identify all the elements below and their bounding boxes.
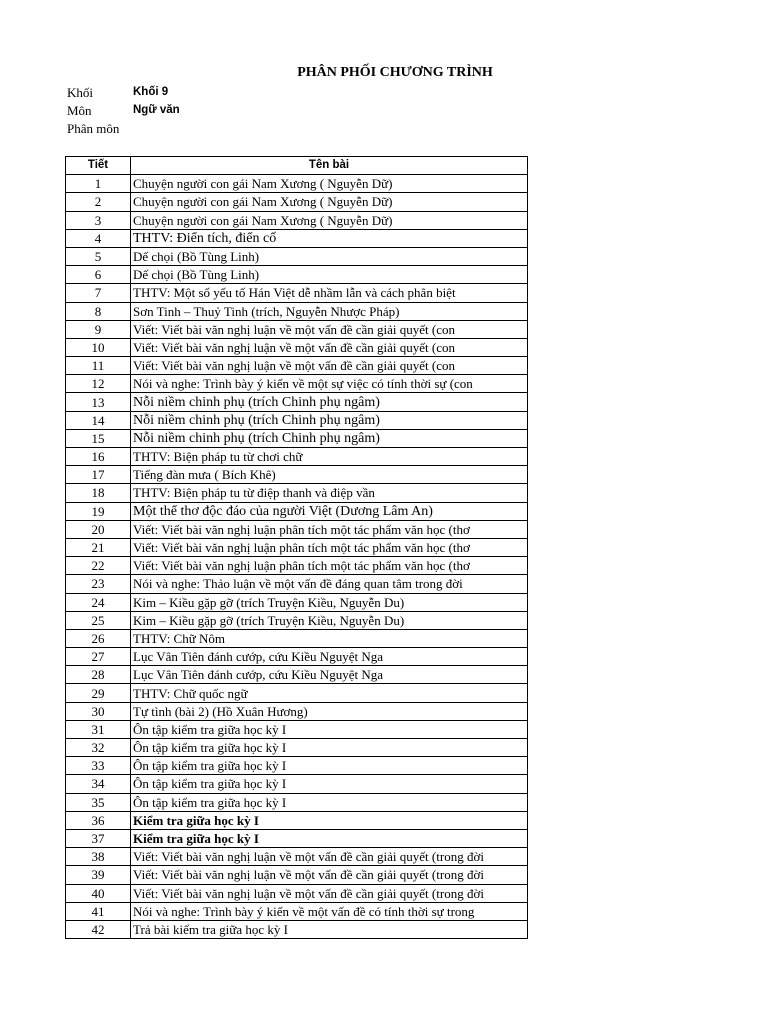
lesson-number: 40 [66, 884, 131, 902]
table-row [66, 684, 528, 702]
lesson-title: THTV: Điển tích, điển cố [131, 229, 528, 247]
lesson-title: Nỗi niềm chinh phụ (trích Chinh phụ ngâm) [131, 429, 528, 447]
table-row [66, 811, 528, 829]
table-body [66, 175, 528, 939]
table-row [66, 775, 528, 793]
lesson-title: THTV: Biện pháp tu từ chơi chữ [131, 448, 528, 466]
table-row [66, 611, 528, 629]
lesson-title: Ôn tập kiểm tra giữa học kỳ I [131, 739, 528, 757]
table-row [66, 393, 528, 411]
lesson-number: 36 [66, 811, 131, 829]
table-row [66, 720, 528, 738]
lesson-number: 20 [66, 520, 131, 538]
lesson-table [65, 156, 528, 939]
table-row [66, 538, 528, 556]
lesson-title: Kim – Kiều gặp gỡ (trích Truyện Kiều, Nguyễn Du) [131, 611, 528, 629]
table-row [66, 211, 528, 229]
page-title: PHÂN PHỐI CHƯƠNG TRÌNH [297, 65, 493, 80]
lesson-number: 17 [66, 466, 131, 484]
meta-phan-mon-label: Phân môn [67, 121, 120, 136]
table-row [66, 520, 528, 538]
table-row [66, 266, 528, 284]
lesson-number: 6 [66, 266, 131, 284]
lesson-number: 3 [66, 211, 131, 229]
meta-mon-value: Ngữ văn [133, 104, 180, 116]
lesson-number: 42 [66, 920, 131, 938]
table-row [66, 448, 528, 466]
lesson-number: 22 [66, 557, 131, 575]
lesson-number: 24 [66, 593, 131, 611]
table-row [66, 666, 528, 684]
table-row [66, 320, 528, 338]
table-row [66, 338, 528, 356]
header-tiet: Tiết [66, 157, 131, 175]
table-row [66, 411, 528, 429]
lesson-number: 32 [66, 739, 131, 757]
table-row [66, 575, 528, 593]
lesson-title: Nỗi niềm chinh phụ (trích Chinh phụ ngâm) [131, 411, 528, 429]
lesson-title: Trả bài kiểm tra giữa học kỳ I [131, 920, 528, 938]
lesson-number: 30 [66, 702, 131, 720]
lesson-number: 25 [66, 611, 131, 629]
lesson-title: Kiểm tra giữa học kỳ I [131, 829, 528, 847]
table-row [66, 357, 528, 375]
lesson-number: 1 [66, 175, 131, 193]
lesson-number: 31 [66, 720, 131, 738]
lesson-number: 4 [66, 229, 131, 247]
lesson-number: 14 [66, 411, 131, 429]
table-row [66, 793, 528, 811]
table-row [66, 648, 528, 666]
lesson-title: THTV: Một số yếu tố Hán Việt dễ nhầm lẫn và cách phân biệt [131, 284, 528, 302]
lesson-title: Một thể thơ độc đáo của người Việt (Dương Lâm An) [131, 502, 528, 520]
table-row [66, 429, 528, 447]
lesson-number: 16 [66, 448, 131, 466]
table-row [66, 466, 528, 484]
lesson-title: Lục Vân Tiên đánh cướp, cứu Kiều Nguyệt Nga [131, 648, 528, 666]
meta-khoi-label: Khối [67, 85, 93, 100]
lesson-title: Tự tình (bài 2) (Hồ Xuân Hương) [131, 702, 528, 720]
lesson-number: 38 [66, 848, 131, 866]
lesson-title: Chuyện người con gái Nam Xương ( Nguyễn Dữ) [131, 211, 528, 229]
lesson-number: 35 [66, 793, 131, 811]
lesson-title: Dế chọi (Bồ Tùng Linh) [131, 266, 528, 284]
table-row [66, 629, 528, 647]
lesson-title: Nỗi niềm chinh phụ (trích Chinh phụ ngâm) [131, 393, 528, 411]
lesson-number: 26 [66, 629, 131, 647]
lesson-title: Viết: Viết bài văn nghị luận phân tích một tác phẩm văn học (thơ [131, 538, 528, 556]
table-row [66, 884, 528, 902]
lesson-number: 7 [66, 284, 131, 302]
table-row [66, 739, 528, 757]
table-row [66, 829, 528, 847]
lesson-title: Viết: Viết bài văn nghị luận về một vấn đề cần giải quyết (trong đời [131, 848, 528, 866]
lesson-title: Chuyện người con gái Nam Xương ( Nguyễn Dữ) [131, 193, 528, 211]
lesson-title: Viết: Viết bài văn nghị luận về một vấn đề cần giải quyết (trong đời [131, 866, 528, 884]
table-row [66, 920, 528, 938]
table-row [66, 866, 528, 884]
lesson-number: 19 [66, 502, 131, 520]
lesson-number: 13 [66, 393, 131, 411]
table-row [66, 375, 528, 393]
lesson-title: Kim – Kiều gặp gỡ (trích Truyện Kiều, Nguyễn Du) [131, 593, 528, 611]
lesson-number: 29 [66, 684, 131, 702]
lesson-number: 28 [66, 666, 131, 684]
lesson-title: THTV: Chữ quốc ngữ [131, 684, 528, 702]
lesson-number: 41 [66, 902, 131, 920]
lesson-number: 8 [66, 302, 131, 320]
lesson-number: 15 [66, 429, 131, 447]
lesson-title: Sơn Tinh – Thuỷ Tinh (trích, Nguyễn Nhược Pháp) [131, 302, 528, 320]
table-row [66, 702, 528, 720]
lesson-title: Tiếng đàn mưa ( Bích Khê) [131, 466, 528, 484]
meta-khoi-value: Khối 9 [133, 86, 169, 98]
lesson-title: Nói và nghe: Thảo luận về một vấn đề đáng quan tâm trong đời [131, 575, 528, 593]
lesson-title: Viết: Viết bài văn nghị luận về một vấn đề cần giải quyết (con [131, 320, 528, 338]
lesson-number: 23 [66, 575, 131, 593]
table-row [66, 302, 528, 320]
lesson-number: 18 [66, 484, 131, 502]
lesson-title: Ôn tập kiểm tra giữa học kỳ I [131, 720, 528, 738]
header-ten-bai: Tên bài [131, 157, 528, 175]
table-row [66, 484, 528, 502]
table-row [66, 557, 528, 575]
lesson-title: Kiểm tra giữa học kỳ I [131, 811, 528, 829]
lesson-title: Ôn tập kiểm tra giữa học kỳ I [131, 775, 528, 793]
lesson-number: 27 [66, 648, 131, 666]
lesson-title: Viết: Viết bài văn nghị luận về một vấn đề cần giải quyết (trong đời [131, 884, 528, 902]
table-row [66, 247, 528, 265]
lesson-number: 11 [66, 357, 131, 375]
lesson-number: 12 [66, 375, 131, 393]
lesson-title: Ôn tập kiểm tra giữa học kỳ I [131, 793, 528, 811]
lesson-number: 34 [66, 775, 131, 793]
lesson-title: Ôn tập kiểm tra giữa học kỳ I [131, 757, 528, 775]
lesson-number: 9 [66, 320, 131, 338]
lesson-title: Nói và nghe: Trình bày ý kiến về một sự việc có tính thời sự (con [131, 375, 528, 393]
lesson-title: Viết: Viết bài văn nghị luận phân tích một tác phẩm văn học (thơ [131, 557, 528, 575]
table-row [66, 284, 528, 302]
table-row [66, 848, 528, 866]
table-row [66, 502, 528, 520]
lesson-title: Nói và nghe: Trình bày ý kiến về một vấn đề có tính thời sự trong [131, 902, 528, 920]
lesson-title: THTV: Chữ Nôm [131, 629, 528, 647]
lesson-number: 39 [66, 866, 131, 884]
lesson-number: 2 [66, 193, 131, 211]
table-row [66, 193, 528, 211]
table-row [66, 175, 528, 193]
lesson-title: THTV: Biện pháp tu từ điệp thanh và điệp vần [131, 484, 528, 502]
lesson-title: Chuyện người con gái Nam Xương ( Nguyễn Dữ) [131, 175, 528, 193]
lesson-title: Dế chọi (Bồ Tùng Linh) [131, 247, 528, 265]
table-header-row [66, 157, 528, 175]
lesson-title: Lục Vân Tiên đánh cướp, cứu Kiều Nguyệt Nga [131, 666, 528, 684]
lesson-title: Viết: Viết bài văn nghị luận về một vấn đề cần giải quyết (con [131, 338, 528, 356]
meta-mon-label: Môn [67, 103, 92, 118]
table-row [66, 757, 528, 775]
lesson-number: 5 [66, 247, 131, 265]
lesson-number: 10 [66, 338, 131, 356]
table-row [66, 593, 528, 611]
table-row [66, 229, 528, 247]
lesson-number: 33 [66, 757, 131, 775]
lesson-title: Viết: Viết bài văn nghị luận về một vấn đề cần giải quyết (con [131, 357, 528, 375]
lesson-title: Viết: Viết bài văn nghị luận phân tích một tác phẩm văn học (thơ [131, 520, 528, 538]
table-row [66, 902, 528, 920]
lesson-number: 37 [66, 829, 131, 847]
lesson-number: 21 [66, 538, 131, 556]
